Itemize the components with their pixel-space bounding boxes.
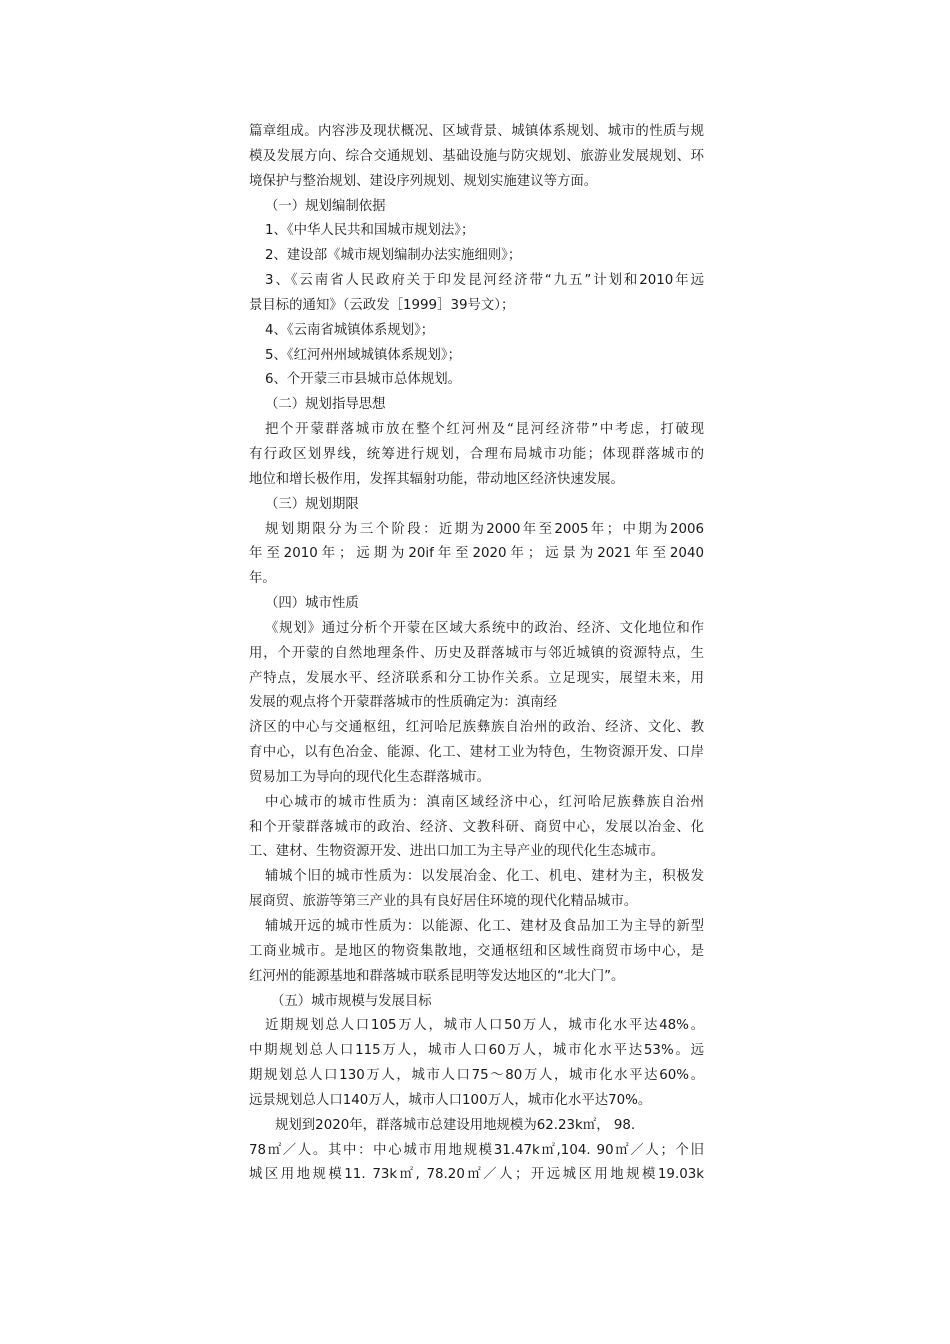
body-text-line: 篇章组成。内容涉及现状概况、区域背景、城镇体系规划、城市的性质与规: [249, 124, 704, 139]
body-text-line: 红河州的能源基地和群落城市联系昆明等发达地区的“北大门”。: [249, 968, 625, 984]
body-text-line: 工商业城市。是地区的物资集散地，交通枢纽和区域性商贸市场中心，是: [249, 943, 704, 959]
body-text-line: 地位和增长极作用，发挥其辐射功能，带动地区经济快速发展。: [249, 471, 624, 487]
body-text-line: 济区的中心与交通枢纽，红河哈尼族彝族自治州的政治、经济、文化、教: [249, 720, 704, 736]
section-heading: （三）规划期限: [265, 496, 359, 512]
body-text-line: 有行政区划界线，统筹进行规划，合理布局城市功能；体现群落城市的: [249, 446, 704, 462]
document-page: [249, 120, 704, 1188]
body-text-line: 模及发展方向、综合交通规划、基础设施与防灾规划、旅游业发展规划、环: [249, 148, 704, 164]
body-text-line: 近期规划总人口105万人，城市人口50万人，城市化水平达48%。: [265, 1018, 704, 1034]
body-text-line: 和个开蒙群落城市的政治、经济、文教科研、商贸中心，发展以冶金、化: [249, 819, 704, 835]
list-item: 2、建设部《城市规划编制办法实施细则》；: [265, 248, 522, 264]
body-text-line: 年。: [249, 571, 276, 587]
body-text-line: 年至2010年；远期为20if年至2020年；远景为2021年至2040: [249, 546, 704, 562]
list-item: 5、《红河州州域城镇体系规划》；: [265, 347, 461, 363]
body-text-line: 城区用地规模11. 73k㎡, 78.20㎡／人；开远城区用地规模19.03k: [249, 1167, 704, 1183]
body-text-line: 辅城个旧的城市性质为：以发展冶金、化工、机电、建材为主，积极发: [265, 869, 704, 885]
body-text-line: 贸易加工为导向的现代化生态群落城市。: [249, 769, 491, 785]
body-text-line: 中期规划总人口115万人，城市人口60万人，城市化水平达53%。远: [249, 1043, 704, 1059]
body-text-line: 育中心，以有色冶金、能源、化工、建材工业为特色，生物资源开发、口岸: [249, 745, 704, 761]
list-item: 3、《云南省人民政府关于印发昆河经济带“九五”计划和2010年远: [265, 273, 704, 289]
body-text-line: 用，个开蒙的自然地理条件、历史及群落城市与邻近城镇的资源特点，生: [249, 645, 704, 661]
body-text-line: 《规划》通过分析个开蒙在区域大系统中的政治、经济、文化地位和作: [265, 620, 704, 636]
body-text-line: 规划到2020年，群落城市总建设用地规模为62.23k㎡， 98.: [275, 1117, 636, 1133]
section-heading: （二）规划指导思想: [265, 397, 386, 413]
section-heading: （一）规划编制依据: [265, 198, 386, 214]
body-text-line: 78㎡／人。其中：中心城市用地规模31.47k㎡,104. 90㎡／人；个旧: [249, 1142, 704, 1158]
body-text-line: 辅城开远的城市性质为：以能源、化工、建材及食品加工为主导的新型: [265, 919, 704, 934]
list-item-continued: 景目标的通知》（云政发［1999］39号文）；: [249, 297, 515, 313]
body-text-line: 发展的观点将个开蒙群落城市的性质确定为：滇南经: [249, 695, 557, 711]
list-item: 4、《云南省城镇体系规划》；: [265, 322, 435, 338]
body-text-line: 产特点，发展水平、经济联系和分工协作关系。立足现实，展望未来，用: [249, 670, 704, 686]
list-item: 6、个开蒙三市县城市总体规划。: [265, 372, 461, 388]
body-text-line: 境保护与整治规划、建设序列规划、规划实施建议等方面。: [249, 173, 598, 189]
body-text-line: 把个开蒙群落城市放在整个红河州及“昆河经济带”中考虑，打破现: [265, 422, 704, 438]
body-text-line: 期规划总人口130万人，城市人口75～80万人，城市化水平达60%。: [249, 1068, 704, 1084]
body-text-line: 规划期限分为三个阶段：近期为2000年至2005年；中期为2006: [265, 521, 704, 537]
body-text-line: 中心城市的城市性质为：滇南区域经济中心，红河哈尼族彝族自治州: [265, 794, 704, 810]
body-text-line: 展商贸、旅游等第三产业的具有良好居住环境的现代化精品城市。: [249, 894, 638, 910]
section-heading: （四）城市性质: [265, 596, 359, 612]
list-item: 1、《中华人民共和国城市规划法》；: [265, 223, 475, 239]
body-text-line: 工、建材、生物资源开发、进出口加工为主导产业的现代化生态城市。: [249, 844, 665, 860]
section-heading: （五）城市规模与发展目标: [271, 993, 432, 1009]
body-text-line: 远景规划总人口140万人，城市人口100万人，城市化水平达70%。: [249, 1092, 652, 1108]
